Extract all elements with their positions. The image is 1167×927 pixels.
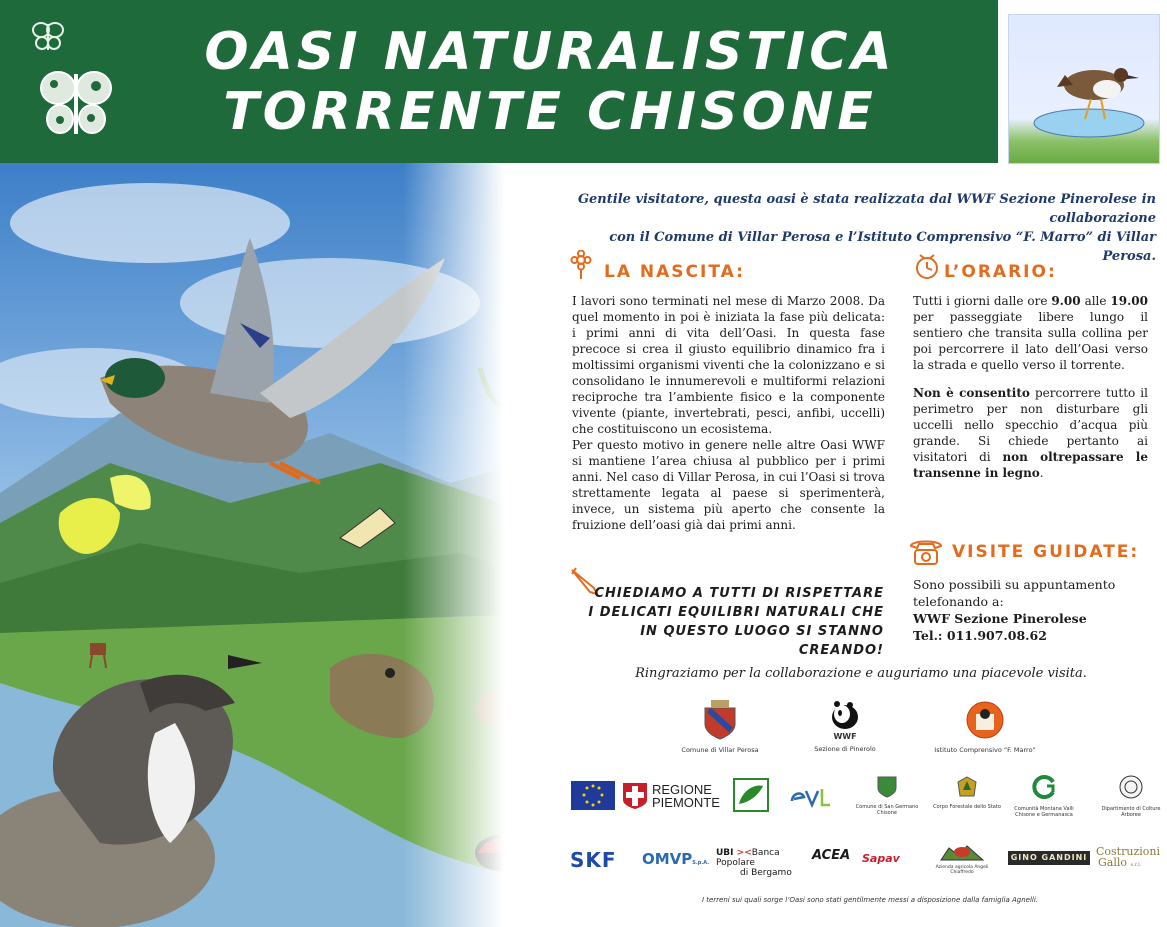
nascita-paragraph-2: Per questo motivo in genere nelle altre Oasi WWF si mantiene l’area chiusa al pubblico per i primi anni. Nel caso di Villar Perosa, in cui l’Oasi si trova strettamente legata al paese si sperimenterà, invece, un sistema più aperto che consente la fruizione dell’oasi già dai primi anni. (572, 438, 885, 532)
regione-line-2: PIEMONTE (652, 795, 720, 810)
visite-body (913, 576, 1153, 644)
panda-icon (828, 700, 862, 730)
butterfly-icon (30, 18, 66, 54)
side-credit-strip (1148, 690, 1158, 810)
drawing-bird-image (1009, 15, 1161, 165)
sponsor-costruzioni-gallo (1096, 846, 1166, 871)
orario-text: Tutti i giorni dalle ore (913, 294, 1052, 308)
orario-body (913, 293, 1148, 481)
ubi-mark: >< (733, 848, 752, 858)
flower-icon (568, 250, 594, 280)
partner-label: Comune di Villar Perosa (681, 746, 759, 754)
gallo-name: Gallo (1098, 856, 1128, 869)
institution-label: Dipartimento di Colture Arboree (1101, 806, 1161, 818)
title-line-2: TORRENTE CHISONE (223, 82, 877, 142)
orario-text: percorrere tutto il perimetro per non disturbare gli uccelli nello specchio d’acqua più grande. Si chiede pertanto ai visitatori di (913, 386, 1148, 464)
leader-logo-icon (733, 778, 769, 812)
nature-illustration (0, 163, 560, 927)
evl-logo-icon (788, 783, 834, 811)
farm-logo-icon (939, 842, 985, 862)
partner-villar-perosa (665, 700, 775, 754)
costruzioni-line-2 (1096, 857, 1166, 871)
orario-paragraph-2 (913, 385, 1148, 481)
comunita-montana-icon (1031, 774, 1057, 800)
partner-istituto-marro (920, 700, 1050, 754)
regione-line-1: REGIONE (652, 782, 712, 797)
butterfly-icon (36, 62, 116, 142)
institution-label: Corpo Forestale dello Stato (933, 804, 1001, 810)
coat-of-arms-icon (703, 700, 737, 740)
appeal-line-3: IN QUESTO LUOGO SI STANNO CREANDO! (640, 624, 884, 658)
regione-piemonte-logo (622, 781, 720, 811)
forestry-badge-icon (956, 776, 978, 798)
piemonte-shield-icon (622, 782, 648, 810)
comunita-montana-logo (1008, 774, 1080, 818)
gallo-suffix: s.r.l. (1130, 862, 1142, 868)
sponsor-sapav: Sapav (862, 852, 900, 865)
sponsor-sixth: GINO GANDINI (1008, 851, 1090, 865)
intro-line-2: con il Comune di Villar Perosa e l’Istituto Comprensivo “F. Marro” di Villar Perosa. (609, 230, 1156, 264)
intro-text (566, 190, 1156, 266)
landscape-scene (0, 163, 560, 927)
visite-heading: VISITE GUIDATE: (952, 542, 1140, 562)
nascita-body (572, 293, 885, 533)
wwf-wordmark: WWF (833, 732, 857, 741)
orario-text: . (1039, 466, 1044, 480)
barrier-warning: non oltrepassare le transenne in legno (913, 450, 1148, 480)
orario-paragraph-1 (913, 293, 1148, 373)
san-germano-logo (852, 776, 922, 816)
sponsor-azienda-agricola (924, 842, 1000, 875)
orario-heading: L’ORARIO: (944, 262, 1057, 282)
crest-icon (877, 776, 897, 798)
nascita-paragraph-1: I lavori sono terminati nel mese di Marzo 2008. Da quel momento in poi è iniziata la fase più delicata: i primi anni di vita dell’Oasi. In questa fase precoce si crea il giusto equilibrio dinamico fra i moltissimi organismi viventi che la colonizzano e si consolidano le innumerevoli e multiformi relazioni reciproche tra l’ambiente fisico e la componente vivente (piante, invertebrati, pesci, anfibi, uccelli) che costituiscono un ecosistema. (572, 294, 885, 436)
ubi-bank: Banca Popolare (716, 848, 780, 868)
land-donation-note: I terreni sui quali sorge l’Oasi sono stati gentilmente messi a disposizione dalla famiglia Agnelli. (701, 896, 1039, 904)
institution-label: Comune di San Germano Chisone (855, 804, 919, 816)
omvp-suffix: S.p.A. (692, 860, 710, 866)
not-allowed-label: Non è consentito (913, 386, 1030, 400)
appeal-line-1: CHIEDIAMO A TUTTI DI RISPETTARE (594, 586, 884, 601)
visite-contact-name: WWF Sezione Pinerolese (913, 611, 1087, 626)
respect-appeal (574, 584, 884, 660)
institution-label: Comunità Montana Valli Chisone e Germanasca (1014, 806, 1074, 818)
intro-line-1: Gentile visitatore, questa oasi è stata realizzata dal WWF Sezione Pinerolese in collaborazione (577, 192, 1156, 226)
corpo-forestale-logo (932, 776, 1002, 810)
title-line-1: OASI NATURALISTICA (204, 22, 896, 82)
sponsor-omvp (642, 850, 709, 868)
visite-line-2: telefonando a: (913, 594, 1004, 609)
telephone-icon (905, 534, 947, 568)
sponsor-ubi (716, 848, 806, 878)
partner-wwf (790, 700, 900, 753)
sponsor-acea: ACEA (812, 848, 851, 863)
closing-time: 19.00 (1110, 294, 1148, 308)
visite-line-1: Sono possibili su appuntamento (913, 577, 1116, 592)
university-seal-icon (1118, 774, 1144, 800)
thanks-message: Ringraziamo per la collaborazione e auguriamo una piacevole visita. (635, 666, 1087, 681)
orario-text: alle (1080, 294, 1111, 308)
ubi-name: UBI (716, 848, 734, 858)
nascita-heading: LA NASCITA: (604, 262, 745, 282)
partner-label: Istituto Comprensivo “F. Marro” (934, 746, 1036, 754)
school-logo-icon (965, 700, 1005, 740)
eu-flag-icon (571, 781, 615, 810)
omvp-name: OMVP (642, 850, 693, 868)
clock-icon (914, 252, 940, 282)
sponsor-skf: SKF (570, 848, 617, 872)
costruzioni-line-1: Costruzioni (1096, 845, 1160, 858)
visite-phone: Tel.: 011.907.08.62 (913, 628, 1047, 643)
orario-text: per passeggiate libere lungo il sentiero che transita sulla collina per poi percorrere il lato dell’Oasi verso la strada e quello verso il torrente. (913, 310, 1148, 372)
appeal-line-2: I DELICATI EQUILIBRI NATURALI CHE (588, 605, 884, 620)
azienda-label: Azienda agricola Angeli Chiaffredo (935, 865, 989, 875)
opening-time: 9.00 (1051, 294, 1081, 308)
ubi-city: di Bergamo (740, 868, 792, 878)
page-title (150, 22, 950, 142)
child-drawing-bird (1008, 14, 1160, 164)
partner-label: Sezione di Pinerolo (814, 745, 876, 753)
header-banner (0, 0, 998, 163)
